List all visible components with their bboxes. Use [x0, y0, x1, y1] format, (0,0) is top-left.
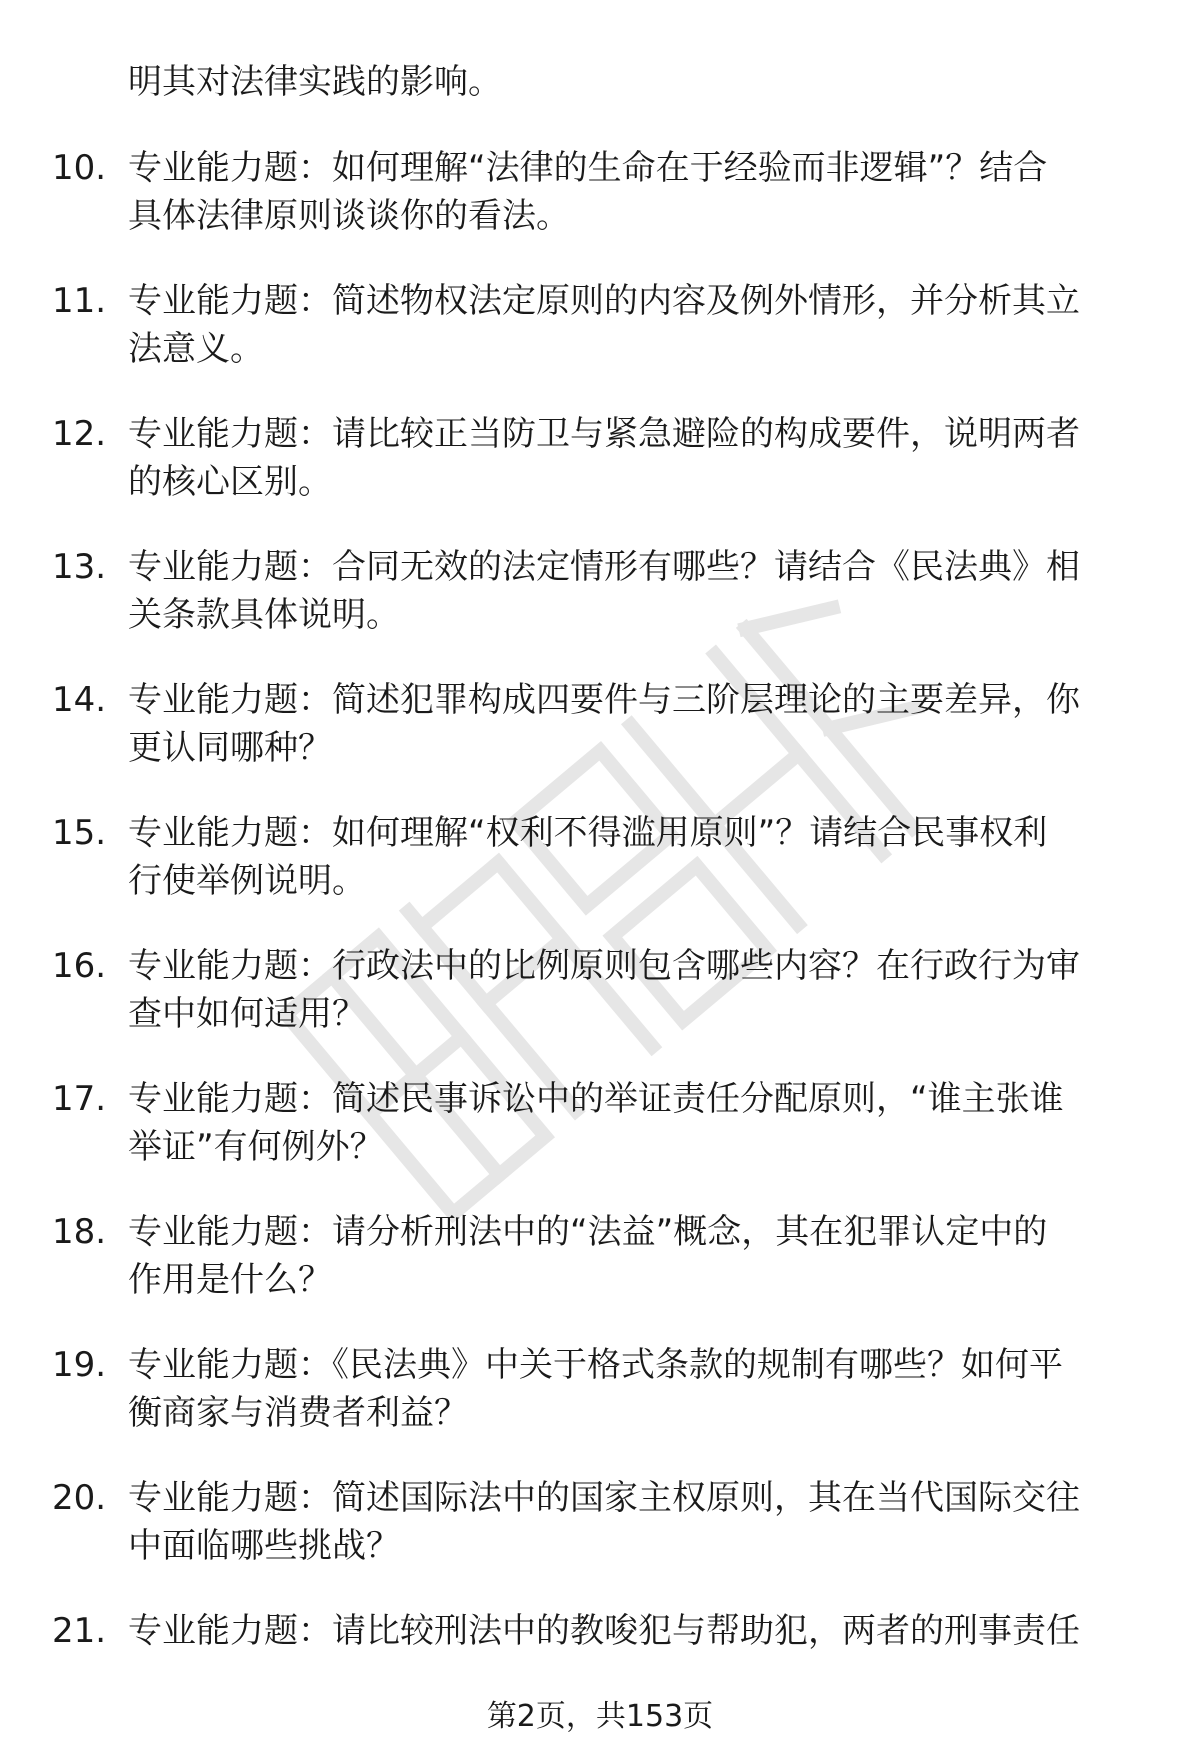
question-number: 11. [52, 281, 107, 321]
question-text-line: 行使举例说明。 [128, 861, 366, 901]
question-item [0, 410, 1200, 506]
question-text-line: 专业能力题：如何理解“法律的生命在于经验而非逻辑”？结合 [128, 148, 1048, 188]
question-text-line: 专业能力题：如何理解“权利不得滥用原则”？请结合民事权利 [128, 813, 1048, 853]
question-text-line: 更认同哪种？ [128, 728, 332, 768]
question-text-line: 专业能力题：简述国际法中的国家主权原则，其在当代国际交往 [128, 1478, 1080, 1518]
question-text-line: 专业能力题：请比较正当防卫与紧急避险的构成要件，说明两者 [128, 414, 1080, 454]
question-item [0, 1474, 1200, 1570]
question-number: 17. [52, 1079, 107, 1119]
question-number: 20. [52, 1478, 107, 1518]
question-item [0, 144, 1200, 240]
question-text-line: 专业能力题：请比较刑法中的教唆犯与帮助犯，两者的刑事责任 [128, 1611, 1080, 1651]
question-text-line: 专业能力题：简述物权法定原则的内容及例外情形，并分析其立 [128, 281, 1080, 321]
question-number: 12. [52, 414, 107, 454]
question-text-line: 举证”有何例外？ [128, 1127, 384, 1167]
question-number: 10. [52, 148, 107, 188]
question-item [0, 942, 1200, 1038]
question-text-line: 关条款具体说明。 [128, 595, 400, 635]
question-item [0, 1208, 1200, 1304]
question-number: 18. [52, 1212, 107, 1252]
question-text-line: 专业能力题：《民法典》中关于格式条款的规制有哪些？如何平 [128, 1345, 1063, 1385]
question-text-line: 中面临哪些挑战？ [128, 1526, 400, 1566]
question-number: 13. [52, 547, 107, 587]
question-text-line: 专业能力题：简述民事诉讼中的举证责任分配原则，“谁主张谁 [128, 1079, 1064, 1119]
question-number: 15. [52, 813, 107, 853]
question-continuation-text: 明其对法律实践的影响。 [128, 62, 502, 102]
question-text-line: 的核心区别。 [128, 462, 332, 502]
page-number-footer: 第2页，共153页 [486, 1699, 714, 1734]
question-text-line: 专业能力题：简述犯罪构成四要件与三阶层理论的主要差异，你 [128, 680, 1080, 720]
question-item [0, 1341, 1200, 1437]
question-number: 16. [52, 946, 107, 986]
question-item [0, 1607, 1200, 1703]
question-text-line: 专业能力题：合同无效的法定情形有哪些？请结合《民法典》相 [128, 547, 1080, 587]
question-item [0, 1075, 1200, 1171]
question-number: 14. [52, 680, 107, 720]
question-item [0, 277, 1200, 373]
question-item [0, 676, 1200, 772]
question-text-line: 具体法律原则谈谈你的看法。 [128, 196, 570, 236]
question-text-line: 专业能力题：请分析刑法中的“法益”概念，其在犯罪认定中的 [128, 1212, 1048, 1252]
question-text-line: 作用是什么？ [128, 1260, 332, 1300]
question-text-line: 衡商家与消费者利益？ [128, 1393, 468, 1433]
question-number: 19. [52, 1345, 107, 1385]
question-text-line: 专业能力题：行政法中的比例原则包含哪些内容？在行政行为审 [128, 946, 1080, 986]
question-item [0, 543, 1200, 639]
question-text-line: 法意义。 [128, 329, 264, 369]
question-text-line: 查中如何适用？ [128, 994, 366, 1034]
question-item [0, 809, 1200, 905]
question-number: 21. [52, 1611, 107, 1651]
question-list [0, 144, 1200, 1740]
